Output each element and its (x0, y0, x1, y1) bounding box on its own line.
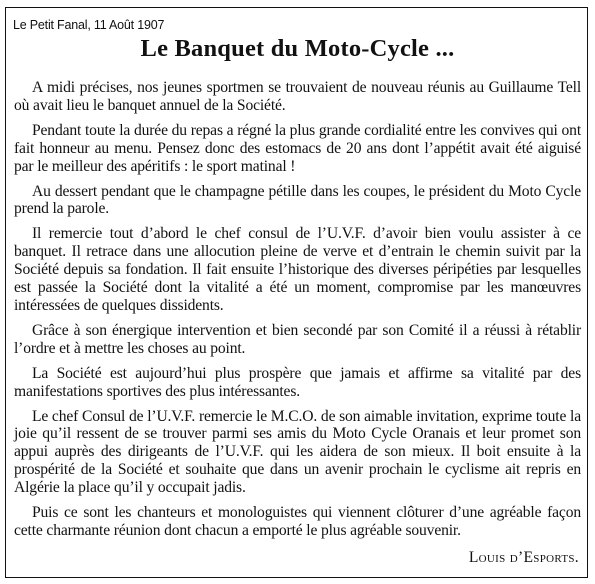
article-paragraph: Pendant toute la durée du repas a régné la plus grande cordialité entre les convives qui ont fait honneur au menu. Pensez donc des estomacs de 20 ans dont l’appétit avait été aiguisé par le meilleur des apéritifs : le sport matinal ! (14, 121, 581, 175)
article-paragraph: Au dessert pendant que le champagne pétille dans les coupes, le président du Moto Cycle prend la parole. (14, 182, 581, 218)
article-paragraph: A midi précises, nos jeunes sportmen se trouvaient de nouveau réunis au Guillaume Tell où avait lieu le banquet annuel de la Société. (14, 79, 581, 114)
article-title: Le Banquet du Moto-Cycle ... (140, 35, 455, 62)
article-paragraph: Grâce à son énergique intervention et bien secondé par son Comité il a réussi à rétablir l’ordre et à mettre les choses au point. (14, 321, 581, 357)
article-paragraph: Le chef Consul de l’U.V.F. remercie le M.C.O. de son aimable invitation, exprime toute la joie qu’il ressent de se trouver parmi ses amis du Moto Cycle Oranais et leur promet son appui auprès des dirigeants de l’U.V.F. qui les aidera de son mieux. Il boit ensuite à la prospérité de la Société et souhaite que dans un avenir prochain le cyclisme ait repris en Algérie la place qu’il y occupait jadis. (14, 407, 581, 497)
publication-source: Le Petit Fanal, 11 Août 1907 (13, 18, 165, 32)
author-signature: Louis d’Esports. (468, 549, 579, 566)
article-paragraph: La Société est aujourd’hui plus prospère que jamais et affirme sa vitalité par des manifestations sportives des plus intéressantes. (14, 364, 581, 400)
article-body (14, 79, 581, 547)
article-paragraph: Puis ce sont les chanteurs et monologuistes qui viennent clôturer d’une agréable façon cette charmante réunion dont chacun a emporté le plus agréable souvenir. (14, 504, 581, 539)
article-paragraph: Il remercie tout d’abord le chef consul de l’U.V.F. d’avoir bien voulu assister à ce banquet. Il retrace dans une allocution pleine de verve et d’entrain le chemin suivit par la Société depuis sa fondation. Il fait ensuite l’historique des diverses péripéties par lesquelles est passée la Société dont la vitalité a été un moment, compromise par les manœuvres intéressées de quelques dissidents. (14, 225, 581, 314)
